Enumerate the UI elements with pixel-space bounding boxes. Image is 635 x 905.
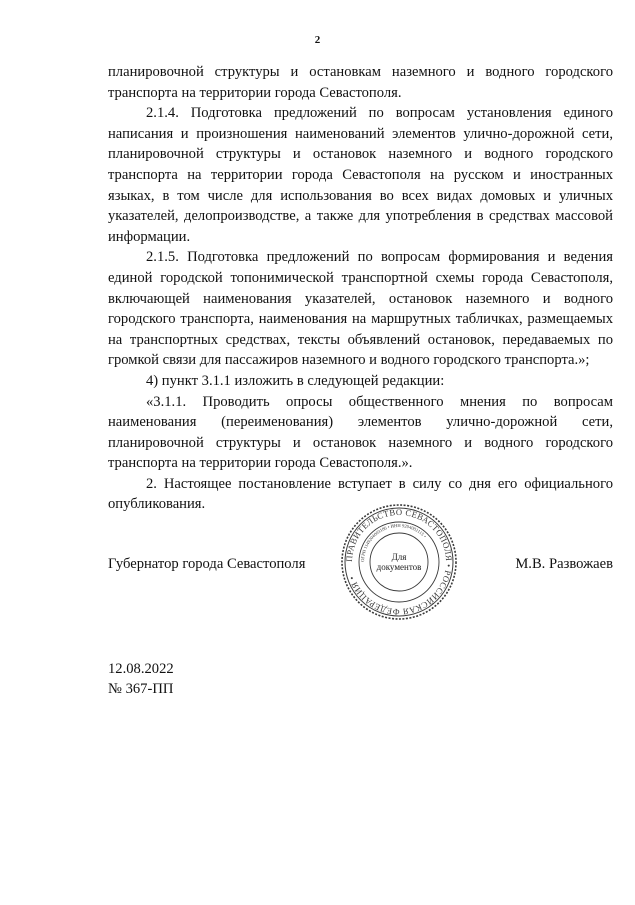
- document-body: [108, 62, 613, 515]
- signatory-name: М.В. Развожаев: [515, 556, 613, 572]
- signatory-title: Губернатор города Севастополя: [108, 556, 306, 572]
- page-number: 2: [314, 34, 321, 46]
- seal-inner-text: ОГРН 1149204003186 • ИНН 9204002115 •: [359, 522, 428, 563]
- paragraph: 2. Настоящее постановление вступает в силу со дня его официального опубликования.: [108, 475, 613, 513]
- seal-outer-text: ПРАВИТЕЛЬСТВО СЕВАСТОПОЛЯ • РОССИЙСКАЯ ФЕДЕРАЦИЯ •: [343, 506, 455, 618]
- seal-center-line1: Для: [391, 552, 407, 562]
- paragraph: 4) пункт 3.1.1 изложить в следующей редакции:: [146, 372, 445, 389]
- document-footer: [108, 659, 174, 699]
- paragraph: «3.1.1. Проводить опросы общественного мнения по вопросам наименования (переименования) элементов улично-дорожной сети, планировочной структуры и остановок наземного и водного городского транспорта на территории города Севастополя.».: [108, 393, 613, 472]
- paragraph: 2.1.4. Подготовка предложений по вопросам установления единого написания и произношения наименований элементов улично-дорожной сети, планировочной структуры и остановок наземного и водного городского транспорта на территории города Севастополя на русском и иностранных языках, в том числе для использования во всех видах домовых и уличных указателей, делопроизводстве, а также для употребления в средствах массовой информации.: [108, 105, 613, 245]
- paragraph: 2.1.5. Подготовка предложений по вопросам формирования и ведения единой городской топонимической транспортной схемы города Севастополя, включающей наименования указателей, остановок наземного и водного городского транспорта, наименования на маршрутных табличках, размещаемых на транспортных средствах, тексты объявлений остановок, передаваемых по громкой связи для пассажиров наземного и водного городского транспорта.»;: [108, 249, 613, 369]
- official-seal: [340, 503, 458, 621]
- paragraph: планировочной структуры и остановкам наземного и водного городского транспорта на территории города Севастополя.: [108, 64, 613, 101]
- document-date: 12.08.2022: [108, 661, 174, 677]
- document-number: № 367-ПП: [108, 681, 174, 697]
- seal-center-line2: документов: [376, 562, 422, 572]
